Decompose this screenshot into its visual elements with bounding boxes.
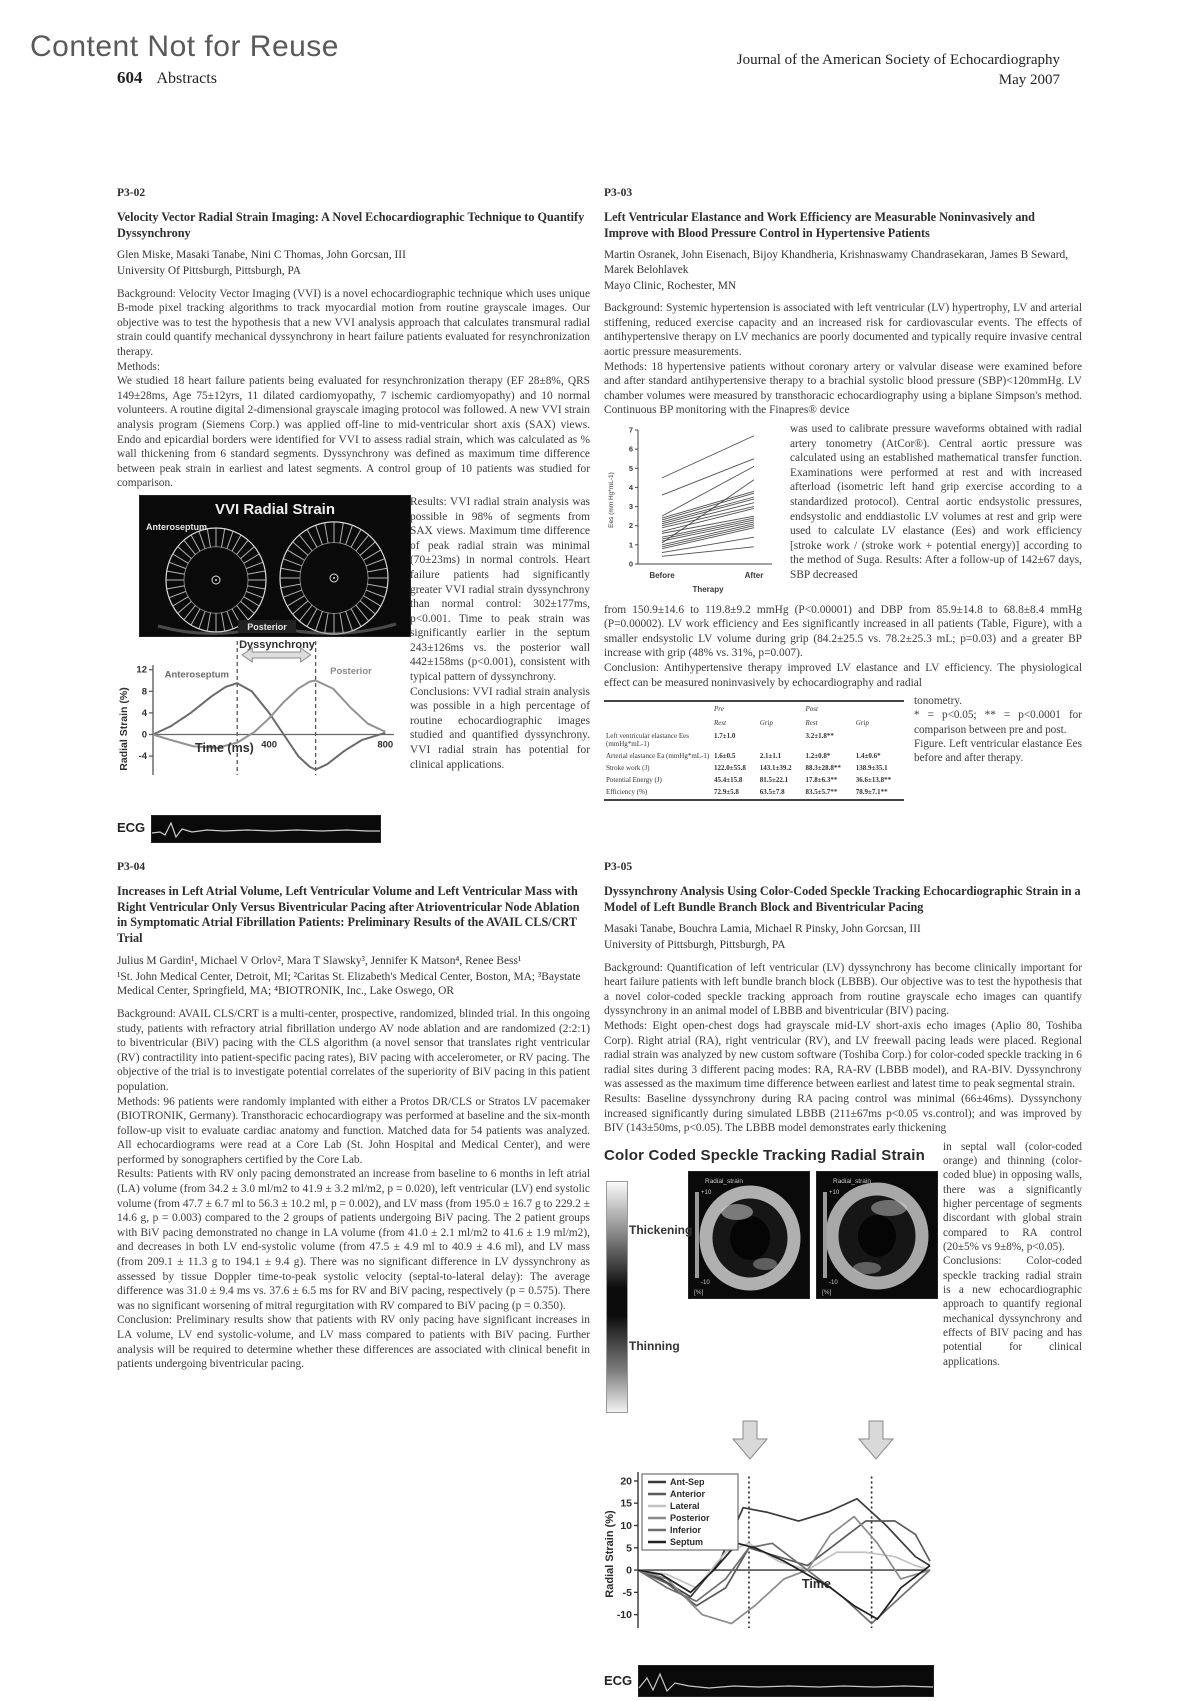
chart-legend: [642, 1474, 738, 1550]
methods-paragraph: Methods: 96 patients were randomly implanted with either a Protos DR/CLS or Stratos LV pacemaker (BIOTRONIK, Germany). Transthoracic echocardiograpy was performed at baseline and the six-month follow-up visit to evaluate cardiac anatomy and function. Matched data for 54 patients was analyzed. All echocardiograms were read at a Core Lab (St. John Hospital and Medical Center), and were performed by sonographers certified by the Core Lab.: [117, 1095, 590, 1166]
abstract-affiliation: ¹St. John Medical Center, Detroit, MI; ²Caritas St. Elizabeth's Medical Center, Boston, MA; ³Baystate Medical Center, Springfield, MA; ⁴BIOTRONIK, Inc., Lake Oswego, OR: [117, 970, 581, 998]
svg-text:4: 4: [628, 482, 633, 492]
speckle-tracking-figure: [604, 1140, 935, 1697]
abstract-authors: Masaki Tanabe, Bouchra Lamia, Michael R Pinsky, John Gorcsan, III: [604, 923, 921, 936]
echo-image: [140, 496, 410, 636]
svg-text:5: 5: [626, 1541, 632, 1554]
issue-date: May 2007: [998, 72, 1060, 89]
table-row: [604, 751, 904, 763]
watermark: Content Not for Reuse: [30, 30, 339, 63]
echo-image-lbbb: [688, 1171, 810, 1299]
page-header-left: [117, 68, 217, 88]
pointer-arrows: [604, 1421, 935, 1461]
ecg-trace: [151, 815, 381, 843]
abstract-authors: Martin Osranek, John Eisenach, Bijoy Khandheria, Krishnaswamy Chandrasekaran, James B Seward, Marek Belohlavek: [604, 249, 1069, 277]
methods-paragraph: Methods: 18 hypertensive patients without coronary artery or valvular disease were examined before and after standard antihypertensive therapy to a brachial systolic blood pressure (SBP)<120mmHg. LV chamber volumes were measured by transthoracic echocardiography using a biplane Simpson's method. Continuous BP monitoring with the Finapres® device: [604, 360, 1082, 417]
svg-text:400: 400: [261, 739, 278, 751]
value-cell: 88.3±28.8**: [805, 764, 841, 773]
table-subheader-row: [604, 716, 904, 730]
svg-text:1: 1: [628, 540, 633, 550]
elastance-figure: [604, 422, 782, 603]
abstract-id: P3-03: [604, 187, 633, 199]
value-cell: 72.9±5.8: [714, 788, 739, 797]
down-arrow-icon: [859, 1421, 893, 1459]
echo-image: [689, 1172, 809, 1298]
svg-text:-10: -10: [616, 1608, 632, 1621]
svg-text:6: 6: [628, 444, 633, 454]
overlay-minus10: -10: [829, 1279, 838, 1286]
value-cell: 78.9±7.1**: [855, 788, 888, 797]
conclusions-paragraph: Conclusions: Color-coded speckle tracking radial strain is a new echocardiographic approach to quantify regional mechanical dyssynchrony and effects of BIV pacing and has potential for clinical applications.: [943, 1255, 1082, 1368]
svg-text:5: 5: [628, 463, 633, 473]
echo-panel: [139, 495, 411, 637]
value-cell: 63.5±7.8: [759, 788, 785, 797]
methods-paragraph: We studied 18 heart failure patients being evaluated for resynchronization therapy (EF 28±8%, QRS 149±28ms, Age 75±12yrs, 11 dilated cardiomyopathy, 7 ischemic cardiomyopathy) and 10 normal volunteers. A routine digital 2-dimensional grayscale imaging protocol was followed. A new VVI strain analysis program (Siemens Corp.) was applied off-line to mid-ventricular short axis (SAX) views. Endo and epicardial borders were identified for VVI to assess radial strain, which was calculated as % wall thickening from 6 standard segments. Dyssynchrony was defined as maximum time difference between peak strain in earliest and latest segments. A control group of 10 patients was studied for comparison.: [117, 375, 590, 490]
value-cell: 83.5±5.7**: [805, 788, 838, 797]
col-post-grip: Grip: [855, 719, 869, 728]
row-label: Efficiency (%): [606, 788, 648, 797]
figure-title: Color Coded Speckle Tracking Radial Strain: [604, 1146, 925, 1164]
table-row: [604, 763, 904, 775]
value-cell: 81.5±22.1: [759, 776, 789, 785]
ecg-label: ECG: [117, 820, 146, 836]
echo-image: [817, 1172, 937, 1298]
abstract-title: Left Ventricular Elastance and Work Efficiency are Measurable Noninvasively and Improve with Blood Pressure Control in Hypertensive Patients: [604, 209, 1035, 240]
results-paragraph: Results: VVI radial strain analysis was possible in 98% of segments from SAX views. Maximum time difference of peak radial strain was minimal (70±23ms) in normal controls. Heart failure patients had significantly greater VVI radial strain dyssynchrony than normal control: 302±177ms, p<0.001. Time to peak strain was significantly earlier in the septum 243±126ms vs. the posterior wall 442±158ms (p<0.001), consistent with typical pattern of dyssynchrony.: [410, 495, 590, 684]
value-cell: 45.4±15.8: [714, 776, 743, 785]
conclusion-paragraph: Conclusion: Antihypertensive therapy improved LV elastance and LV efficiency. The physiological effect can be measured noninvasively by echocardiography and radial: [604, 661, 1082, 689]
abstract-p3-03: [604, 186, 1082, 801]
abstract-affiliation: University Of Pittsburgh, Pittsburgh, PA: [117, 265, 301, 278]
series-label-anteroseptum: Anteroseptum: [164, 669, 230, 681]
vvi-strain-chart: [117, 637, 402, 812]
legend-entry: Posterior: [670, 1512, 710, 1523]
table-row: [604, 730, 904, 751]
overlay-plus10: +10: [829, 1189, 840, 1196]
abstract-title: Increases in Left Atrial Volume, Left Ventricular Volume and Left Ventricular Mass with Right Ventricular Only Versus Biventricular Pacing after Atrioventricular Node Ablation in Symptomatic Atrial Fibrillation Patients: Preliminary Results of the AVAIL CLS/CRT Trial: [117, 883, 580, 946]
beside-figure-text: was used to calibrate pressure waveforms obtained with radial artery tonometry (AtCor®). Central aortic pressure was calculated using an established mathematical transfer function. Examinations were performed at rest and with increased afterload (isometric left hand grip exercise according to a standardized protocol). Central aortic endsystolic pressures, endsystolic and enddiastolic LV volumes at rest and grip were used to calculate LV elastance (Ees) and work efficiency [stroke work / (stroke work + potential energy)] according to the method of Suga. Results: After a follow-up of 142±67 days, SBP decreased: [790, 422, 1082, 581]
ecg-trace: [638, 1665, 934, 1697]
y-axis-label: Radial Strain (%): [604, 1509, 616, 1598]
results-continuation: in septal wall (color-coded orange) and thinning (color-coded blue) in opposing walls, there was a significantly higher percentage of segments discordant with global strain compared to RA control (20±5% vs 9±8%, p<0.05).: [943, 1140, 1082, 1254]
echo-image-biv: [816, 1171, 938, 1299]
value-cell: [854, 730, 904, 751]
svg-text:20: 20: [620, 1474, 632, 1487]
col-pre-rest: Rest: [714, 719, 727, 728]
svg-text:8: 8: [141, 686, 147, 698]
svg-text:0: 0: [141, 729, 147, 741]
echo-label-posterior: Posterior: [247, 621, 287, 632]
svg-text:7: 7: [628, 425, 633, 435]
value-cell: 143.1±39.2: [759, 764, 792, 773]
value-cell: [758, 730, 804, 751]
radial-strain-chart: [604, 1466, 935, 1658]
ecg-label: ECG: [604, 1672, 633, 1688]
svg-text:10: 10: [620, 1519, 632, 1532]
page-number: 604: [117, 68, 143, 87]
ecg-strip-row: [604, 1665, 935, 1697]
series-label-posterior: Posterior: [330, 665, 372, 677]
svg-text:0: 0: [628, 559, 633, 569]
overlay-title: Radial_strain: [833, 1177, 871, 1185]
svg-text:-4: -4: [138, 751, 147, 763]
radial-strain-chart: [117, 637, 402, 807]
section-label: Abstracts: [156, 70, 217, 87]
overlay-percent: [%]: [822, 1288, 832, 1296]
y-axis-label: Radial Strain (%): [118, 687, 130, 771]
value-cell: 1.2±0.8*: [805, 752, 831, 761]
results-paragraph: from 150.9±14.6 to 119.8±9.2 mmHg (P<0.00001) and DBP from 85.9±14.8 to 68.8±8.4 mmHg (P=0.00002). LV work efficiency and Ees significantly increased in all patients (Table, Figure), with a smaller endsystolic LV volume during grip (84.2±25.5 vs. 78.2±25.3 mL; p=0.03) and a greater BP increase with grip (48% vs. 31%, p=0.007).: [604, 603, 1082, 660]
page-header-right: [737, 50, 1060, 91]
speckle-strain-chart: [604, 1466, 935, 1663]
x-axis-label: Therapy: [692, 584, 724, 594]
echo-panel-title: VVI Radial Strain: [214, 500, 336, 518]
value-cell: 1.7±1.0: [714, 731, 736, 740]
abstract-id: P3-05: [604, 861, 633, 873]
colorbar-label-thinning: Thinning: [629, 1338, 680, 1353]
row-label: Stroke work (J): [606, 764, 650, 773]
row-label: Arterial elastance Ea (mmHg*mL-1): [606, 752, 710, 761]
overlay-title: Radial_strain: [705, 1177, 743, 1185]
table-row: [604, 787, 904, 800]
category-after: After: [744, 570, 764, 580]
abstract-p3-04: [117, 860, 590, 1372]
x-axis-label: Time (ms): [195, 740, 254, 755]
value-cell: 138.9±35.1: [855, 764, 888, 773]
before-after-chart: [604, 422, 782, 598]
methods-paragraph: Methods: Eight open-chest dogs had grayscale mid-LV short-axis echo images (Aplio 80, Toshiba Corp). Right atrial (RA), right ventricular (RV), and LV freewall pacing leads were placed. Regional radial strain was analyzed by new custom software (Toshiba Corp.) for color-coded speckle tracking in 6 radial sites during 3 different pacing modes: RA, RA-RV (LBBB model), and RA-BIV. Dyssynchrony was assessed as the maximum time difference between earliest and latest time to peak segmental strain.: [604, 1020, 1082, 1091]
group-pre: Pre: [714, 705, 724, 714]
value-cell: 17.8±6.3**: [805, 776, 838, 785]
abstract-affiliation: University of Pittsburgh, Pittsburgh, PA: [604, 939, 786, 952]
value-cell: 1.6±0.5: [714, 752, 736, 761]
legend-entry: Ant-Sep: [670, 1476, 705, 1487]
category-before: Before: [649, 570, 675, 580]
abstract-p3-02: [117, 186, 590, 843]
background-paragraph: Background: Quantification of left ventricular (LV) dyssynchrony has become clinically important for heart failure patients with left bundle branch block (LBBB). Our objective was to test the hypothesis that a novel color-coded speckle tracking approach from routine grayscale echo images can quantify dyssynchrony in an animal model of LBBB and biventricular (BIV) pacing.: [604, 961, 1082, 1018]
legend-entry: Inferior: [670, 1524, 702, 1535]
y-axis-label: Ees (mm Hg*mL-1): [608, 472, 615, 528]
legend-entry: Anterior: [670, 1488, 706, 1499]
colorbar-label-thickening: Thickening: [629, 1222, 693, 1237]
col-post-rest: Rest: [805, 719, 818, 728]
abstract-affiliation: Mayo Clinic, Rochester, MN: [604, 279, 737, 292]
echo-label-anteroseptum: Anteroseptum: [146, 521, 208, 532]
x-axis-label: Time: [802, 1576, 831, 1591]
abstract-title: Dyssynchrony Analysis Using Color-Coded Speckle Tracking Echocardiographic Strain in a Model of Left Bundle Branch Block and Biventricular Pacing: [604, 883, 1081, 914]
results-paragraph: Results: Patients with RV only pacing demonstrated an increase from baseline to 6 months in left atrial (LA) volume (from 34.2 ± 3.0 ml/m2 to 41.9 ± 3.2 ml/m2, p = 0.020), left ventricular (LV) end systolic volume (from 47.7 ± 6.7 ml to 56.3 ± 10.2 ml, p = 0.002), and LV mass (from 195.0 ± 16.7 g to 229.2 ± 14.6 g, p = 0.003) compared to the 2 groups of patients undergoing BiV pacing. The 2 patient groups with BiV pacing demonstrated no change in LA volume (from 41.0 ± 2.1 ml/m2 to 41.6 ± 1.9 ml/m2), and decreases in both LV end-systolic volume (from 47.5 ± 4.9 ml to 40.9 ± 4.6 ml), and LV mass (from 209.1 ± 11.3 g to 194.1 ± 9.4 g). There was no significant difference in LV dyssynchrony as assessed by tissue Doppler time-to-peak systolic velocity (septal-to-lateral delay): The average difference was 31.0 ± 9.4 ms vs. 37.6 ± 6.5 ms for RV and BiV pacing, respectively (p = 0.575). There was no significant worsening of mitral regurgitation with RV compared to BiV pacing (p = 0.350).: [117, 1168, 590, 1312]
table-group-header-row: [604, 701, 904, 716]
svg-text:0: 0: [626, 1564, 632, 1577]
conclusion-paragraph: Conclusion: Preliminary results show that patients with RV only pacing have significant increases in LA volume, LV end systolic-volume, and LV mass compared to patients with BiV pacing. Further analysis will be required to determine whether these differences are associated with clinical benefit in patients undergoing biventricular pacing.: [117, 1314, 590, 1371]
svg-text:12: 12: [136, 664, 147, 676]
methods-label: Methods:: [117, 360, 161, 373]
svg-text:4: 4: [141, 707, 147, 719]
row-label: Left ventricular elastance Ees (mmHg*mL-1): [606, 731, 689, 749]
value-cell: 122.0±55.8: [714, 764, 746, 773]
background-paragraph: Background: AVAIL CLS/CRT is a multi-center, prospective, randomized, blinded trial. In this ongoing study, patients with refractory atrial fibrillation undergo AV node ablation and are randomized (2:2:1) to biventricular (BiV) pacing with the CLS algorithm (a novel sensor that translates right ventricular (RV) contractility into patient-specific pacing rates), BiV pacing with accelerometer, or RV pacing. The objective of the trial is to investigate potential correlates of the superiority of BiV pacing in this patient population.: [117, 1007, 590, 1093]
abstract-title: Velocity Vector Radial Strain Imaging: A Novel Echocardiographic Technique to Quantify Dyssynchrony: [117, 209, 585, 240]
value-cell: 1.4±0.6*: [855, 752, 881, 761]
overlay-percent: [%]: [694, 1288, 704, 1296]
colorbar-gradient: [606, 1181, 628, 1413]
value-cell: 3.2±1.8**: [805, 731, 834, 740]
svg-text:2: 2: [628, 521, 633, 531]
group-post: Post: [805, 705, 818, 714]
abstract-id: P3-04: [117, 861, 146, 873]
conclusion-continuation: tonometry.: [914, 695, 963, 708]
dyssynchrony-annotation: Dyssynchrony: [239, 638, 315, 651]
legend-entry: Lateral: [670, 1500, 700, 1511]
abstract-id: P3-02: [117, 187, 146, 199]
svg-text:-5: -5: [622, 1586, 632, 1599]
journal-title: Journal of the American Society of Echocardiography: [736, 52, 1060, 68]
overlay-minus10: -10: [701, 1279, 710, 1286]
col-pre-grip: Grip: [759, 719, 773, 728]
overlay-plus10: +10: [701, 1189, 712, 1196]
abstract-authors: Glen Miske, Masaki Tanabe, Nini C Thomas, John Gorcsan, III: [117, 249, 406, 262]
colorbar: [604, 1171, 693, 1421]
figure-caption: Figure. Left ventricular elastance Ees before and after therapy.: [914, 738, 1082, 765]
svg-text:15: 15: [620, 1497, 632, 1510]
vvi-figure: [117, 495, 402, 843]
hemodynamics-table: [604, 694, 904, 801]
svg-text:3: 3: [628, 502, 633, 512]
background-paragraph: Background: Velocity Vector Imaging (VVI) is a novel echocardiographic technique which uses unique B-mode pixel tracking algorithms to track myocardial motion from routine grayscale images. Our objective was to test the hypothesis that a new VVI analysis approach that calculates transmural radial strain could quantify mechanical dyssynchrony in heart failure patients evaluated for resynchronization therapy.: [117, 287, 590, 358]
results-paragraph: Results: Baseline dyssynchrony during RA pacing control was minimal (66±46ms). Dyssynchony increased significantly during simulated LBBB (211±67ms p<0.05 vs.control); and was improved by BIV (143±50ms, p<0.05). The LBBB model demonstrates early thickening: [604, 1092, 1082, 1135]
svg-text:800: 800: [377, 739, 394, 751]
background-paragraph: Background: Systemic hypertension is associated with left ventricular (LV) hypertrophy, LV and arterial stiffening, reduced exercise capacity and an increased risk for cardiovascular events. The effects of antihypertensive therapy on LV mechanics are poorly documented and typically require invasive central aortic pressure measurements.: [604, 302, 1082, 358]
abstract-authors: Julius M Gardin¹, Michael V Orlov², Mara T Slawsky³, Jennifer K Matson⁴, Renee Bess¹: [117, 955, 522, 968]
value-cell: 2.1±1.1: [759, 752, 782, 761]
significance-note: * = p<0.05; ** = p<0.0001 for comparison between pre and post.: [914, 709, 1082, 736]
table-row: [604, 775, 904, 787]
down-arrow-icon: [733, 1421, 767, 1459]
abstract-p3-05: [604, 860, 1082, 1697]
legend-entry: Septum: [670, 1536, 704, 1547]
value-cell: 36.6±13.8**: [855, 776, 892, 785]
row-label: Potential Energy (J): [606, 776, 662, 785]
conclusions-paragraph: Conclusions: VVI radial strain analysis was possible in a high percentage of routine echocardiographic images studied and quantified dyssynchrony. VVI radial strain has potential for clinical applications.: [410, 685, 590, 771]
ecg-strip-row: [117, 815, 402, 843]
